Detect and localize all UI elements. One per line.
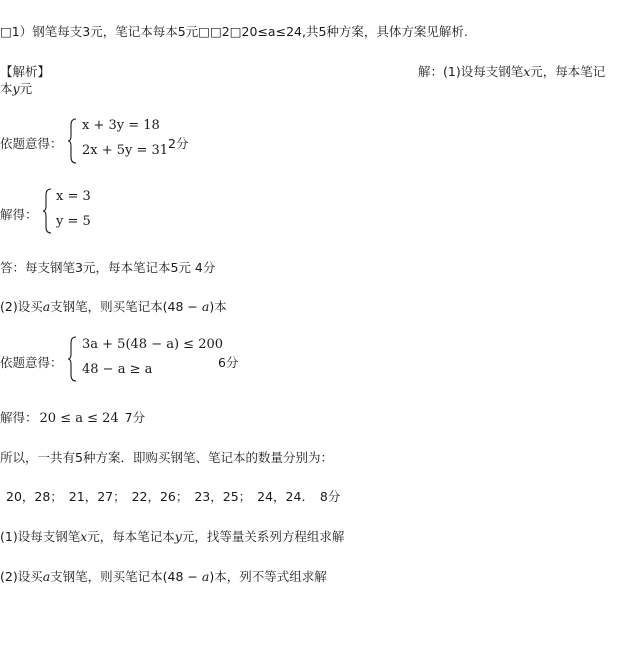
- system2-ineq1: 3a + 5(48 − a) ≤ 200: [82, 337, 224, 352]
- answer-line: □1）钢笔每支3元，笔记本每本5元□□2□20≤a≤24,共5种方案，具体方案见解析.: [0, 24, 468, 39]
- system2-label: 依题意得：: [0, 355, 63, 370]
- step1-intro: 解：(1)设每支钢笔x元，每本笔记: [418, 64, 606, 79]
- hint1: (1)设每支钢笔x元，每本笔记本y元，找等量关系列方程组求解: [0, 529, 345, 544]
- var-y: y: [12, 81, 20, 96]
- plans-list: 20，28； 21，27； 22，26； 23，25； 24，24． 8分: [6, 489, 341, 504]
- system1-label: 依题意得：: [0, 136, 63, 151]
- system2-score: 6分: [218, 355, 239, 370]
- solution2-expr: 20 ≤ a ≤ 24: [39, 411, 119, 426]
- conclusion: 所以，一共有5种方案．即购买钢笔、笔记本的数量分别为：: [0, 450, 333, 465]
- hint2: (2)设买a支钢笔，则买笔记本(48 − a)本，列不等式组求解: [0, 569, 327, 584]
- step2-intro: (2)设买a支钢笔，则买笔记本(48 − a)本: [0, 299, 227, 314]
- system1-score: 2分: [168, 136, 189, 151]
- system1-brace: [68, 118, 78, 164]
- system2-ineq2: 48 − a ≥ a: [82, 362, 153, 377]
- analysis-label: 【解析】: [0, 64, 51, 79]
- solution1-eq2: y = 5: [56, 214, 91, 229]
- system1-eq2: 2x + 5y = 31: [82, 143, 169, 158]
- step1-intro-cont: 本y元: [0, 81, 33, 96]
- solution1-label: 解得：: [0, 207, 38, 222]
- solution1-brace: [43, 188, 53, 234]
- var-x: x: [523, 64, 531, 79]
- answer1: 答：每支钢笔3元，每本笔记本5元 4分: [0, 260, 216, 275]
- system2-brace: [68, 336, 78, 382]
- system1-eq1: x + 3y = 18: [82, 118, 160, 133]
- solution2: 解得： 20 ≤ a ≤ 24 7分: [0, 410, 146, 426]
- solution1-eq1: x = 3: [56, 189, 91, 204]
